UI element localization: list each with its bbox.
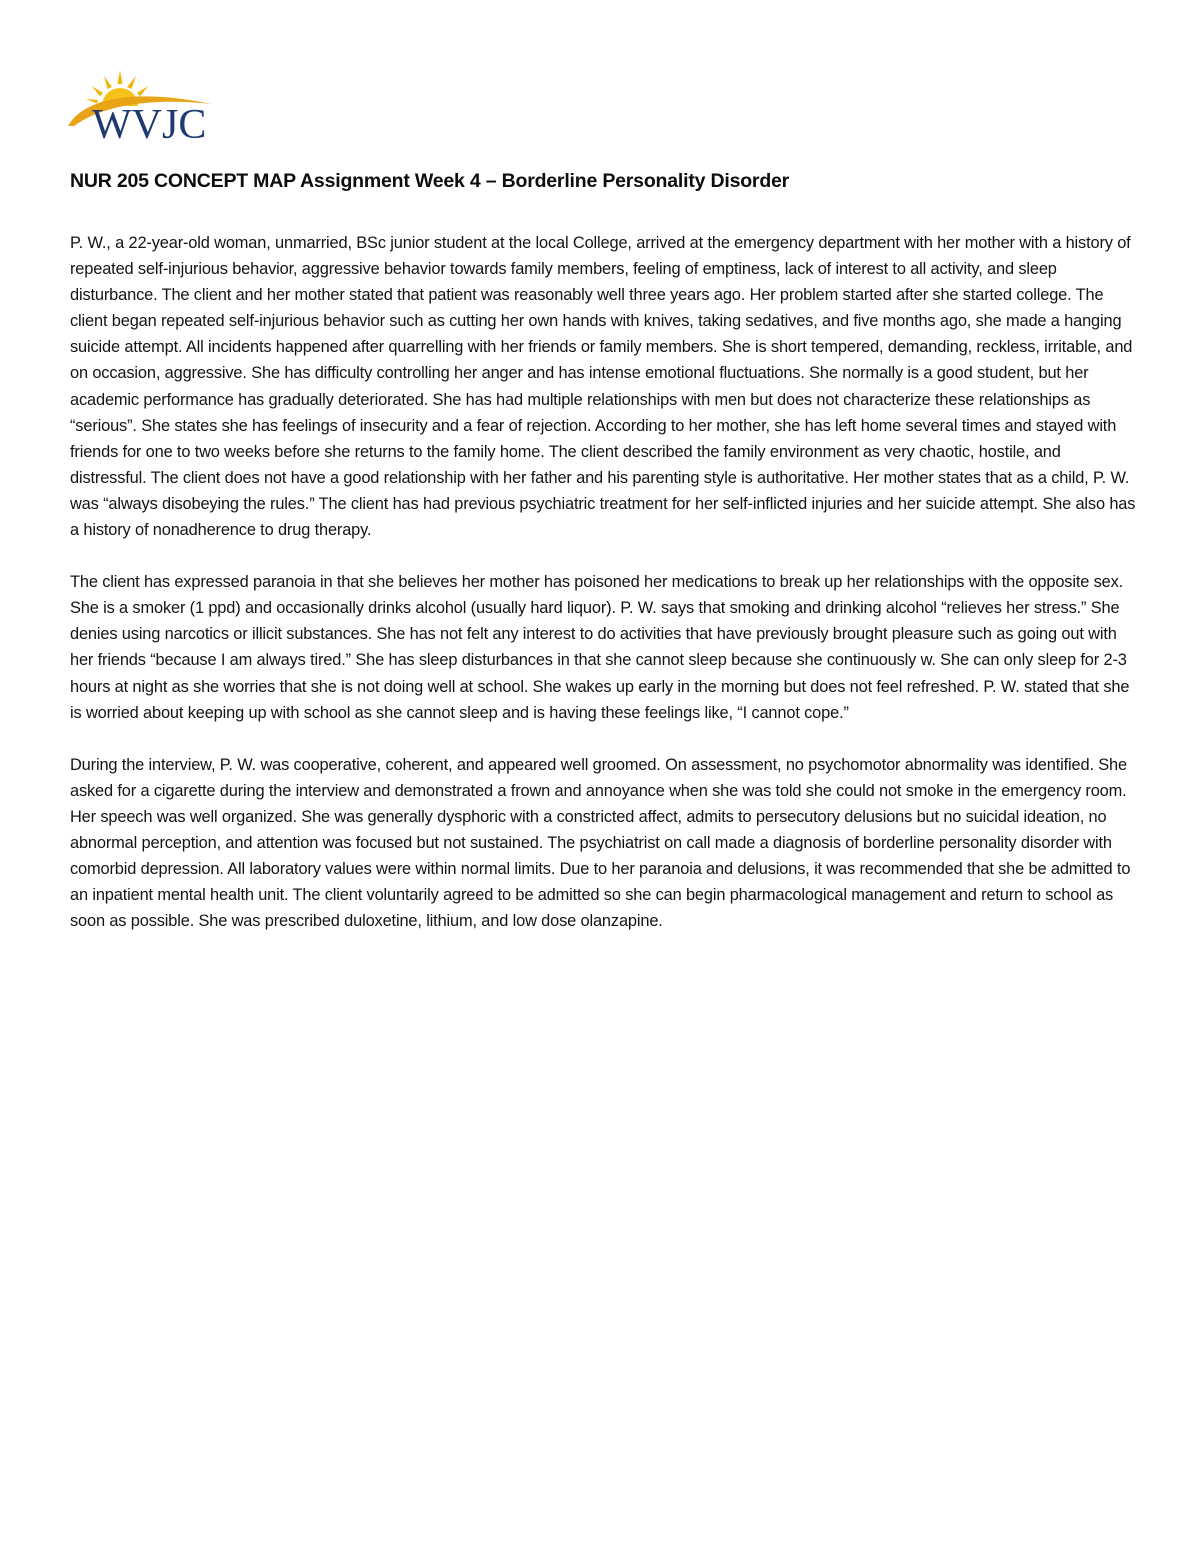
paragraph-symptoms: The client has expressed paranoia in that she believes her mother has poisoned her medications to break up her relationships with the opposite sex. She is a smoker (1 ppd) and occasionally drinks alcohol (usually hard liquor). P. W. says that smoking and drinking alcohol “relieves her stress.” She denies using narcotics or illicit substances. She has not felt any interest to do activities that have previously brought pleasure such as going out with her friends “because I am always tired.” She has sleep disturbances in that she cannot sleep because she continuously w. She can only sleep for 2-3 hours at night as she worries that she is not doing well at school. She wakes up early in the morning but does not feel refreshed. P. W. stated that she is worried about keeping up with school as she cannot sleep and is having these feelings like, “I cannot cope.” xyxy=(70,573,1130,722)
page-title: NUR 205 CONCEPT MAP Assignment Week 4 – Borderline Personality Disorder xyxy=(70,170,790,192)
paragraph-assessment: During the interview, P. W. was cooperative, coherent, and appeared well groomed. On assessment, no psychomotor abnormality was identified. She asked for a cigarette during the interview and demonstrated a frown and annoyance when she was told she could not smoke in the emergency room. Her speech was well organized. She was generally dysphoric with a constricted affect, admits to persecutory delusions but no suicidal ideation, no abnormal perception, and attention was focused but not sustained. The psychiatrist on call made a diagnosis of borderline personality disorder with comorbid depression. All laboratory values were within normal limits. Due to her paranoia and delusions, it was recommended that she be admitted to an inpatient mental health unit. The client voluntarily agreed to be admitted so she can begin pharmacological management and return to school as soon as possible. She was prescribed duloxetine, lithium, and low dose olanzapine. xyxy=(70,755,1131,931)
wvjc-logo xyxy=(64,68,216,144)
svg-text:WVJC: WVJC xyxy=(92,102,207,144)
document-body xyxy=(70,230,1136,960)
sun-logo-icon xyxy=(64,68,216,144)
paragraph-case-history: P. W., a 22-year-old woman, unmarried, BSc junior student at the local College, arrived at the emergency department with her mother with a history of repeated self-injurious behavior, aggressive behavior towards family members, feeling of emptiness, lack of interest to all activity, and sleep disturbance. The client and her mother stated that patient was reasonably well three years ago. Her problem started after she started college. The client began repeated self-injurious behavior such as cutting her own hands with knives, taking sedatives, and five months ago, she made a hanging suicide attempt. All incidents happened after quarrelling with her friends or family members. She is short tempered, demanding, reckless, irritable, and on occasion, aggressive. She has difficulty controlling her anger and has intense emotional fluctuations. She normally is a good student, but her academic performance has gradually deteriorated. She has had multiple relationships with men but does not characterize these relationships as “serious”. She states she has feelings of insecurity and a fear of rejection. According to her mother, she has left home several times and stayed with friends for one to two weeks before she returns to the family home. The client described the family environment as very chaotic, hostile, and distressful. The client does not have a good relationship with her father and his parenting style is authoritative. Her mother states that as a child, P. W. was “always disobeying the rules.” The client has had previous psychiatric treatment for her self-inflicted injuries and her suicide attempt. She also has a history of nonadherence to drug therapy. xyxy=(70,234,1136,540)
